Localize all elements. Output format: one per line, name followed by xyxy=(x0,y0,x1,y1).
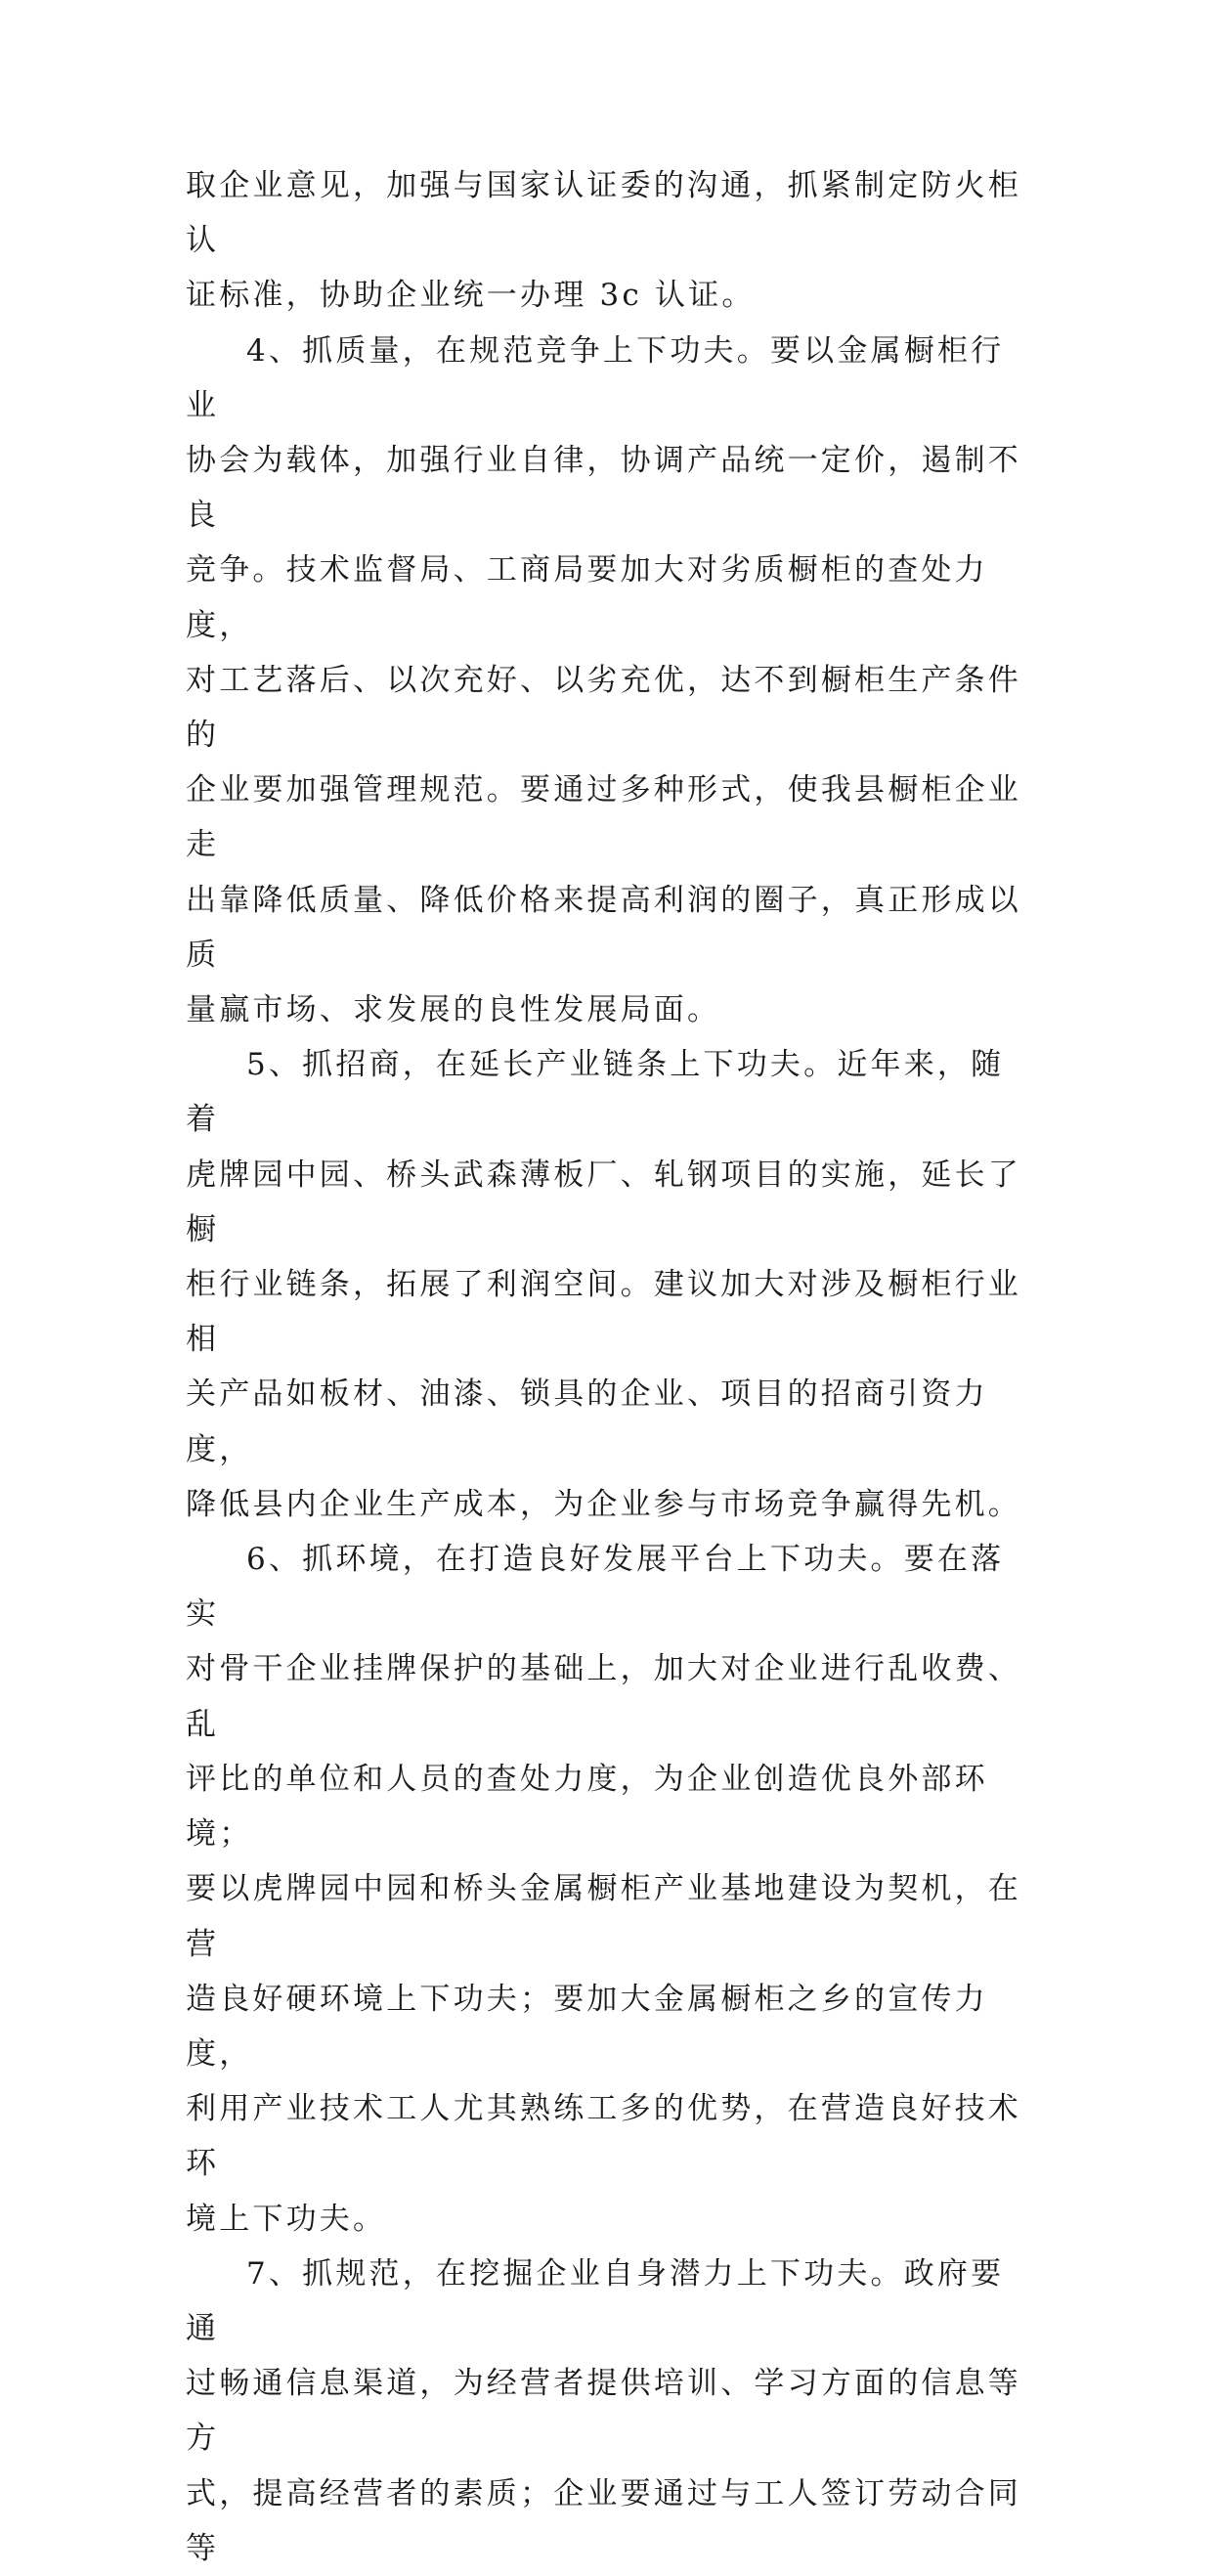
text-line: 降低县内企业生产成本，为企业参与市场竞争赢得先机。 xyxy=(186,1486,1021,1522)
text-line: 造良好硬环境上下功夫；要加大金属橱柜之乡的宣传力度， xyxy=(186,1981,988,2072)
text-line: 式，提高经营者的素质；企业要通过与工人签订劳动合同等 xyxy=(186,2475,1021,2566)
text-line: 境上下功夫。 xyxy=(186,2201,387,2237)
text-line: 4、抓质量，在规范竞争上下功夫。要以金属橱柜行业 xyxy=(186,332,1005,423)
text-line: 过畅通信息渠道，为经营者提供培训、学习方面的信息等方 xyxy=(186,2366,1021,2457)
text-line: 利用产业技术工人尤其熟练工多的优势，在营造良好技术环 xyxy=(186,2091,1021,2182)
text-line: 评比的单位和人员的查处力度，为企业创造优良外部环境； xyxy=(186,1761,988,1853)
text-line: 要以虎牌园中园和桥头金属橱柜产业基地建设为契机，在营 xyxy=(186,1871,1021,1962)
text-line: 柜行业链条，拓展了利润空间。建议加大对涉及橱柜行业相 xyxy=(186,1267,1021,1358)
text-line: 5、抓招商，在延长产业链条上下功夫。近年来，随着 xyxy=(186,1047,1005,1138)
text-line: 证标准，协助企业统一办理 3c 认证。 xyxy=(186,278,756,314)
text-line: 竞争。技术监督局、工商局要加大对劣质橱柜的查处力度， xyxy=(186,552,988,643)
text-line: 6、抓环境，在打造良好发展平台上下功夫。要在落实 xyxy=(186,1542,1005,1633)
text-line: 7、抓规范，在挖掘企业自身潜力上下功夫。政府要通 xyxy=(186,2255,1005,2346)
text-line: 关产品如板材、油漆、锁具的企业、项目的招商引资力度， xyxy=(186,1376,988,1467)
text-line: 协会为载体，加强行业自律，协调产品统一定价，遏制不良 xyxy=(186,443,1021,534)
body-text xyxy=(186,158,1028,2576)
text-line: 企业要加强管理规范。要通过多种形式，使我县橱柜企业走 xyxy=(186,772,1021,863)
text-line: 量赢市场、求发展的良性发展局面。 xyxy=(186,992,721,1028)
text-line: 对骨干企业挂牌保护的基础上，加大对企业进行乱收费、乱 xyxy=(186,1651,1021,1742)
text-line: 虎牌园中园、桥头武森薄板厂、轧钢项目的实施，延长了橱 xyxy=(186,1157,1021,1247)
text-line: 对工艺落后、以次充好、以劣充优，达不到橱柜生产条件的 xyxy=(186,662,1021,754)
text-line: 出靠降低质量、降低价格来提高利润的圈子，真正形成以质 xyxy=(186,882,1021,973)
text-line: 取企业意见，加强与国家认证委的沟通，抓紧制定防火柜认 xyxy=(186,168,1021,259)
